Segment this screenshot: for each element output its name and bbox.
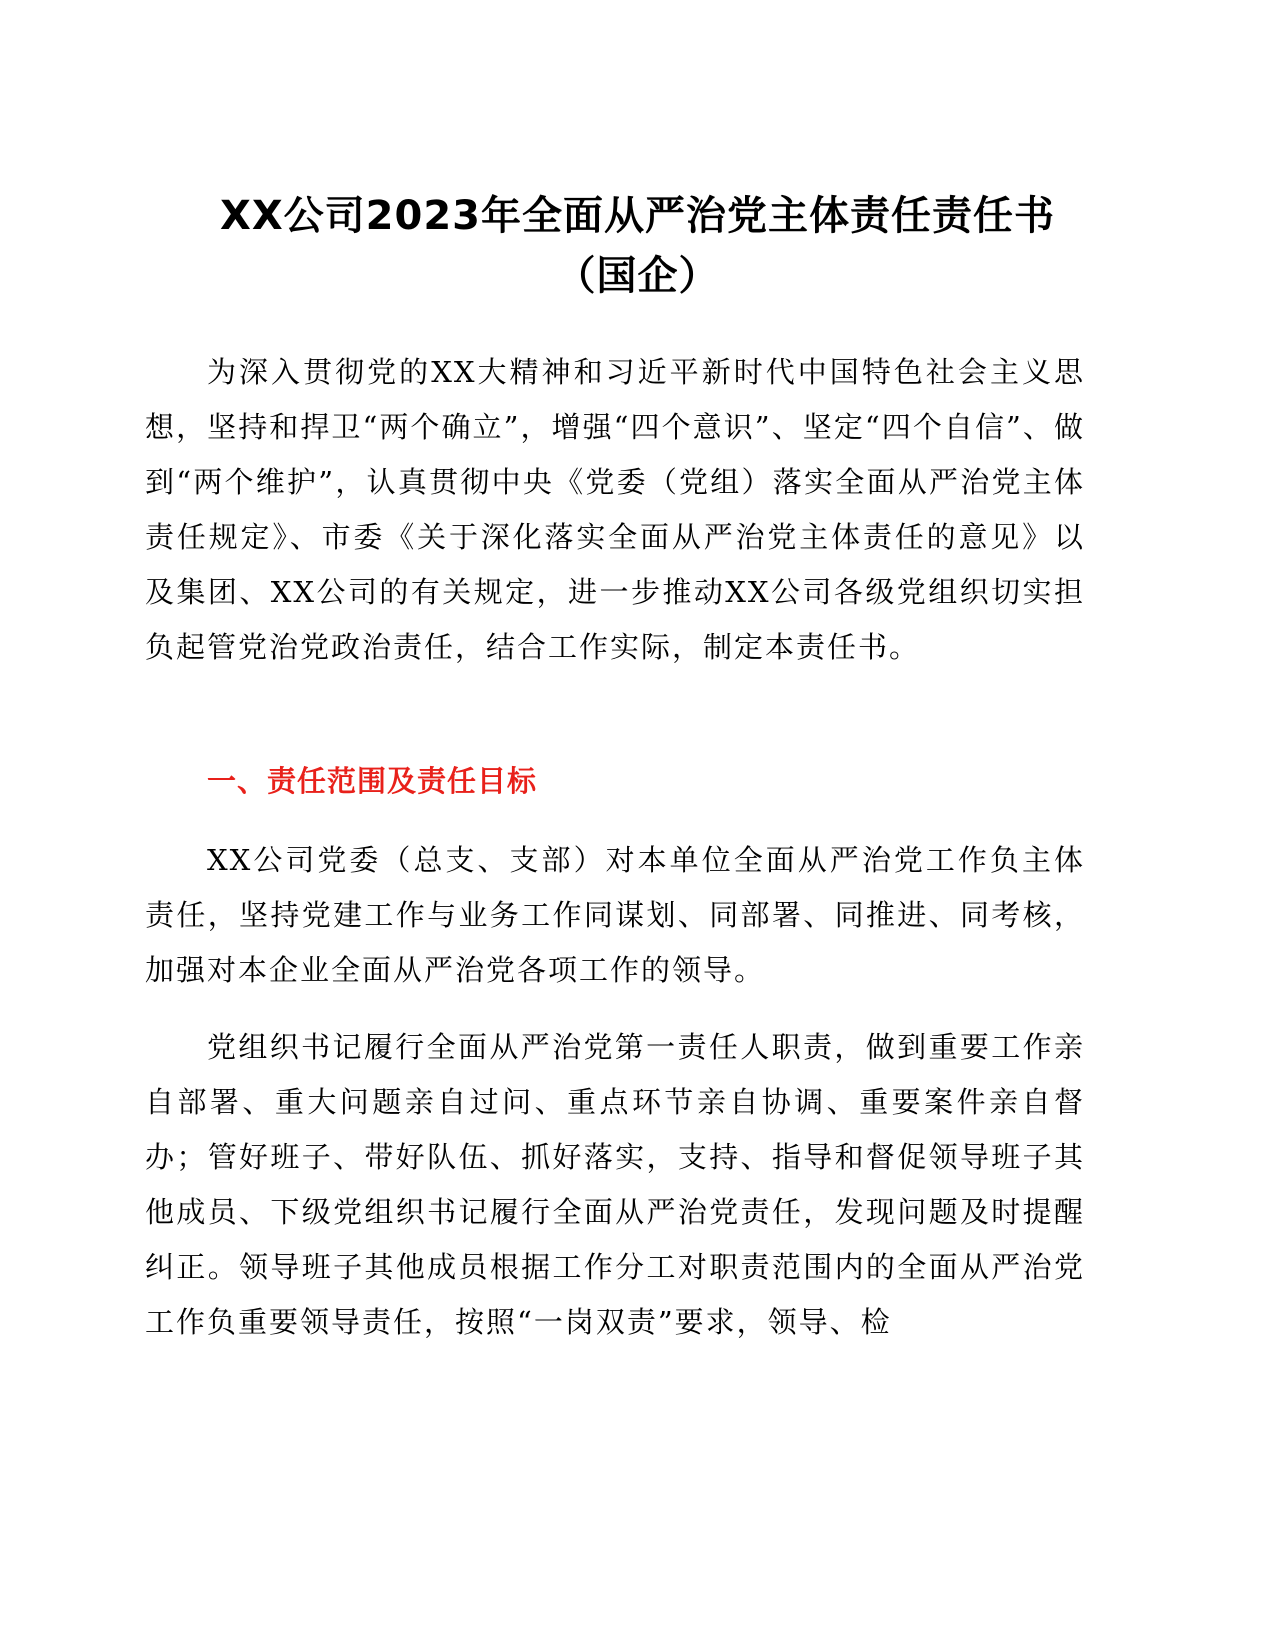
body-paragraph-1: XX公司党委（总支、支部）对本单位全面从严治党工作负主体责任，坚持党建工作与业务工作同谋划、同部署、同推进、同考核，加强对本企业全面从严治党各项工作的领导。 — [145, 843, 1085, 987]
document-subtitle: （国企） — [555, 253, 720, 299]
intro-paragraph: 为深入贯彻党的XX大精神和习近平新时代中国特色社会主义思想，坚持和捍卫“两个确立”，增强“四个意识”、坚定“四个自信”、做到“两个维护”，认真贯彻中央《党委（党组）落实全面从严治党主体责任规定》、市委《关于深化落实全面从严治党主体责任的意见》以及集团、XX公司的有关规定，进一步推动XX公司各级党组织切实担负起管党治党政治责任，结合工作实际，制定本责任书。 — [145, 355, 1085, 664]
body-paragraph-2: 党组织书记履行全面从严治党第一责任人职责，做到重要工作亲自部署、重大问题亲自过问、重点环节亲自协调、重要案件亲自督办；管好班子、带好队伍、抓好落实，支持、指导和督促领导班子其他成员、下级党组织书记履行全面从严治党责任，发现问题及时提醒纠正。领导班子其他成员根据工作分工对职责范围内的全面从严治党工作负重要领导责任，按照“一岗双责”要求，领导、检 — [145, 1030, 1085, 1339]
document-title: XX公司2023年全面从严治党主体责任责任书 — [219, 193, 1055, 239]
section-heading: 一、责任范围及责任目标 — [207, 764, 538, 798]
